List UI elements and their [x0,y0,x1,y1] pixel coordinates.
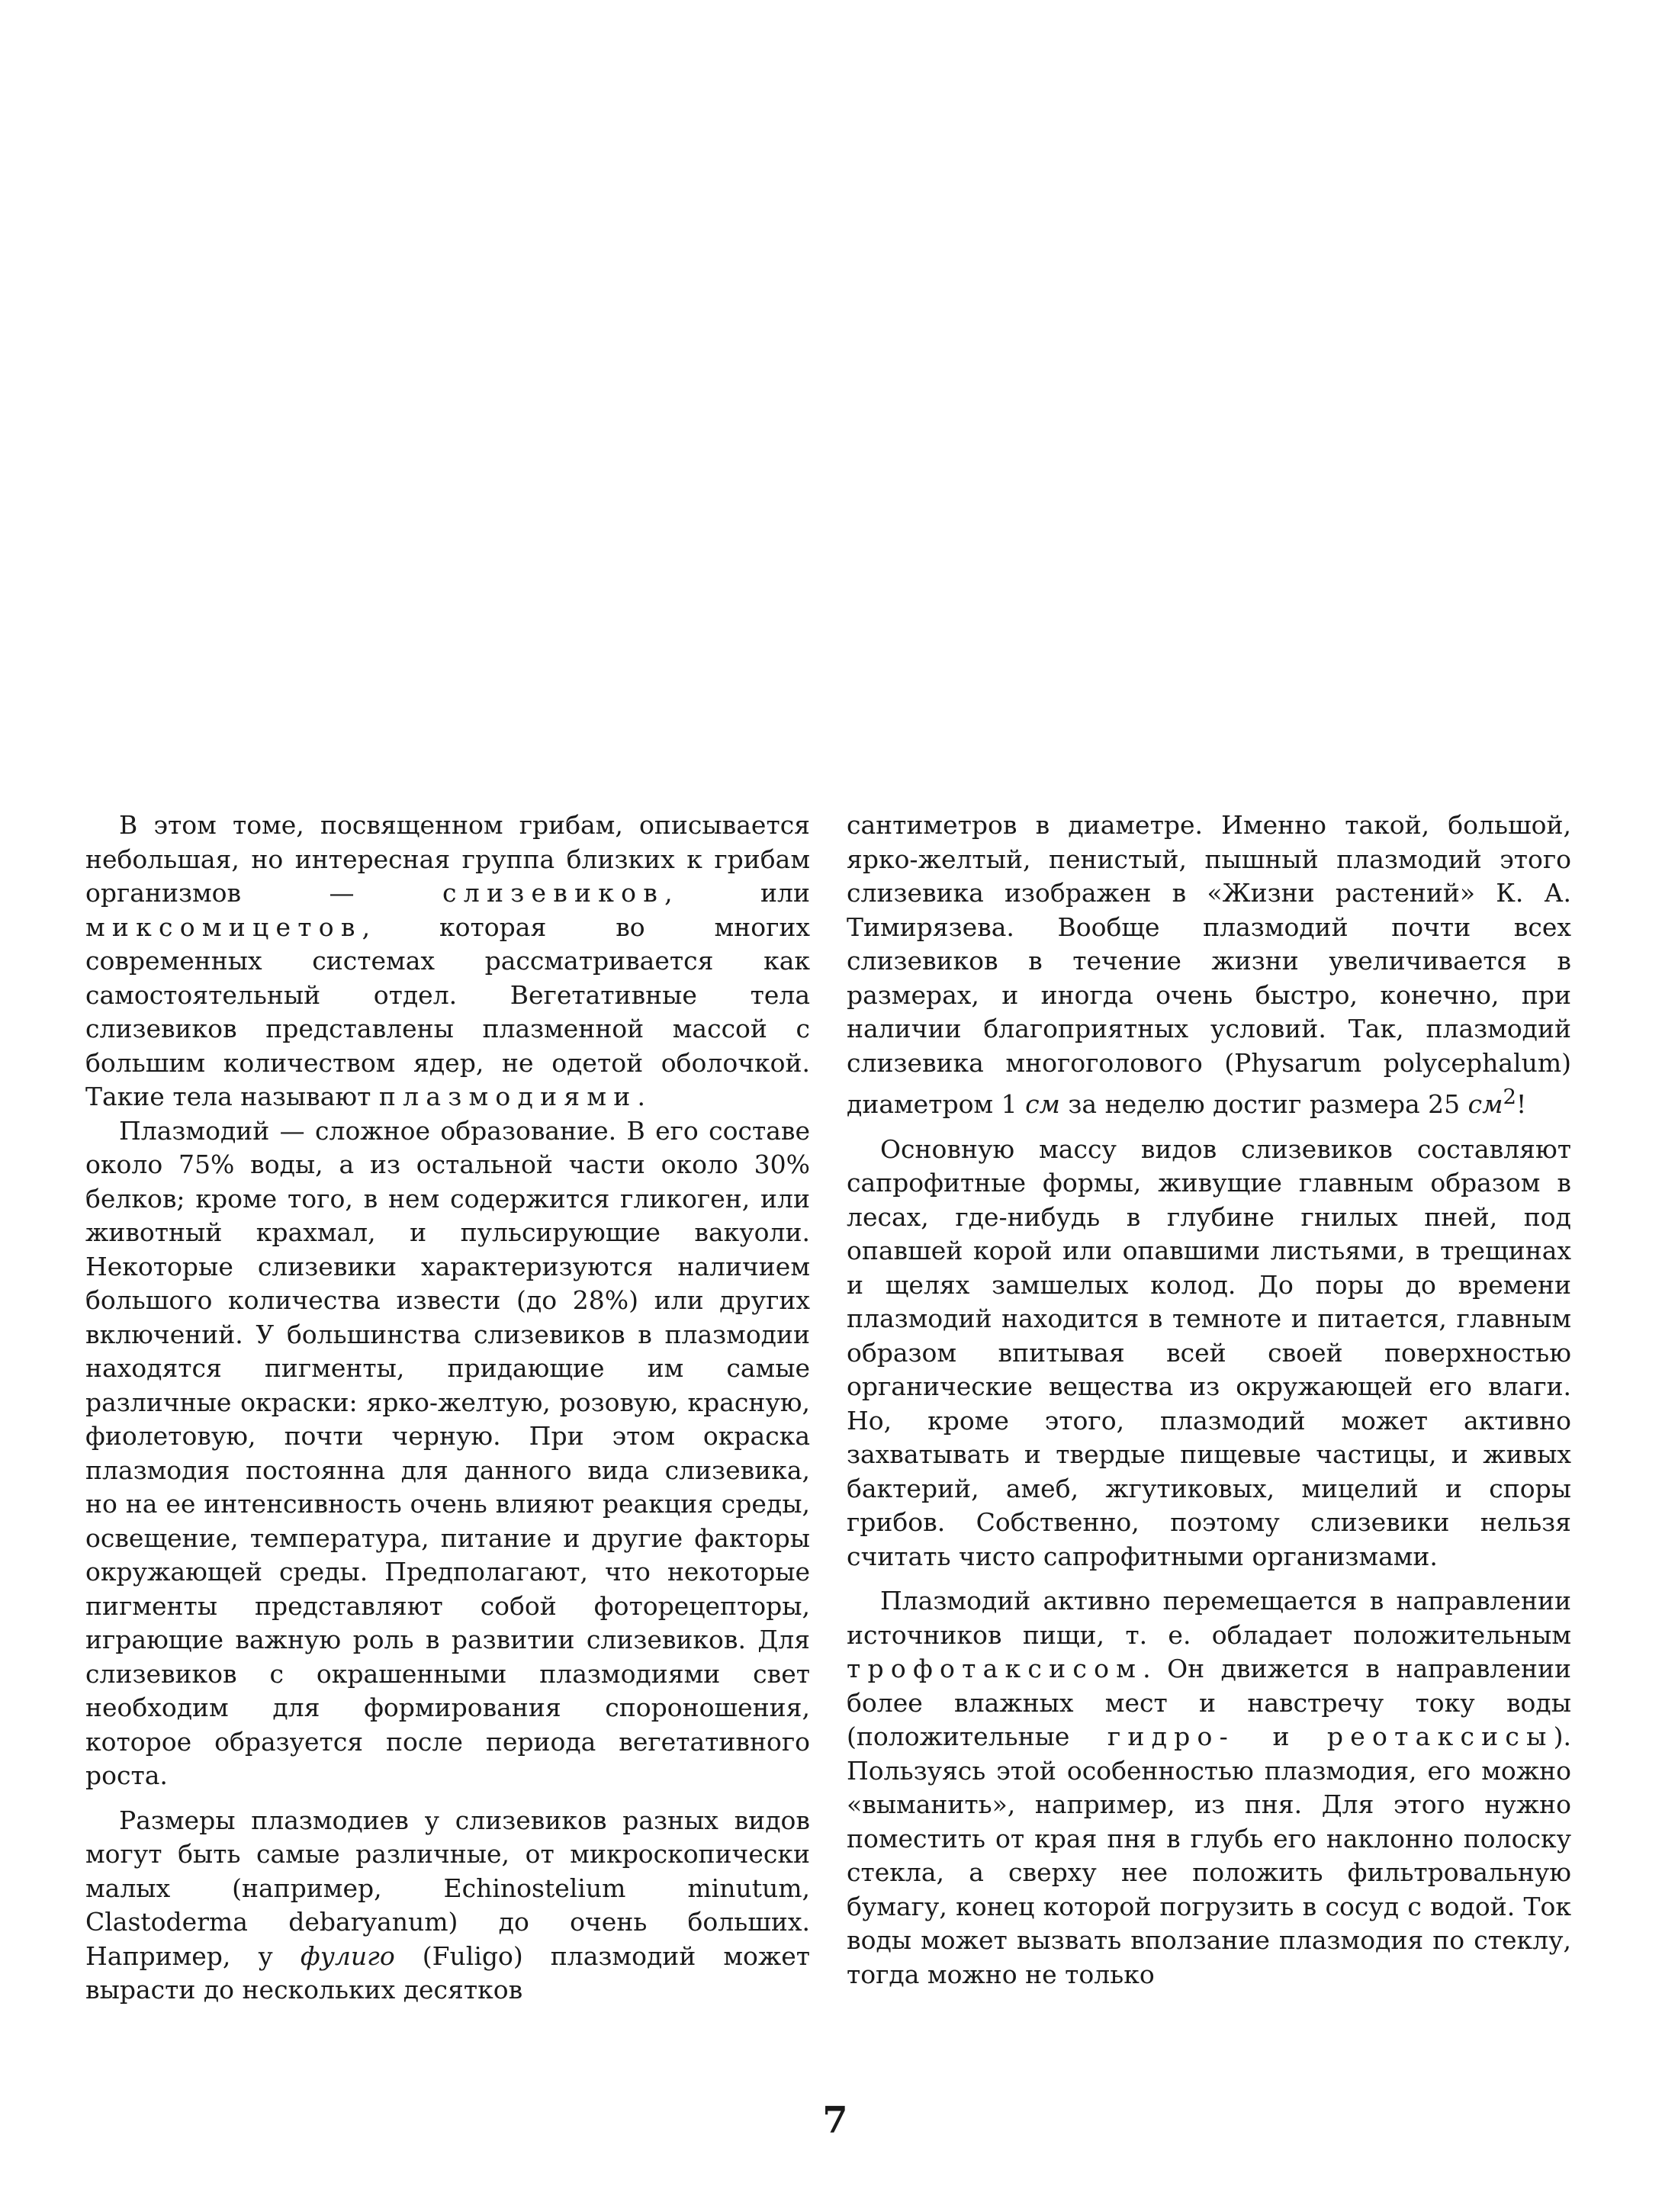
spaced-term: миксомицетов [85,911,362,942]
paragraph-taxis [847,1584,1571,1992]
paragraph-sizes [85,1804,810,2008]
superscript: 2 [1503,1085,1516,1109]
text-run: за неделю достиг размера 25 [1059,1089,1468,1119]
spaced-term: плазмодиями [378,1082,638,1111]
text-run: ). Пользуясь этой особенностью плазмодия, его можно «выманить», например, из пня. Для этого нужно поместить от края пня в глубь его наклонно полоску стекла, а сверху нее положить фильтровальную бумагу, конец которой погрузить в сосуд с водой. Ток воды может вызвать вползание плазмодия по стеклу, тогда можно не только [847,1722,1571,1989]
spaced-term: гидро- [1107,1722,1236,1751]
left-column [85,809,810,2008]
text-run: Плазмодий активно перемещается в направлении источников пищи, т. е. обладает положительным [847,1586,1571,1650]
spaced-term: трофотаксисом [847,1654,1143,1683]
text-run: . [637,1082,646,1111]
text-run: ! [1516,1089,1527,1119]
paragraph-intro [85,809,810,1114]
text-run: . Он движется в направлении более влажных мест и навстречу току воды (положительные [847,1654,1571,1751]
paragraph-continuation [847,809,1571,1122]
text-run: и [1235,1722,1327,1751]
text-run: , которая во многих современных системах рассматривается как самостоятельный отдел. Вегетативные тела слизевиков представлены плазменной массой с большим количеством ядер, не одетой оболочкой. Такие тела называют [85,911,810,1111]
paragraph-plasmodium: Плазмодий — сложное образование. В его составе около 75% воды, а из остальной части около 30% белков; кроме того, в нем содержится гликоген, или животный крахмал, и пульсирующие вакуоли. Некоторые слизевики характеризуются наличием большого количества извести (до 28%) или других включений. У большинства слизевиков в плазмодии находятся пигменты, придающие им самые различные окраски: ярко-желтую, розовую, красную, фиолетовую, почти черную. При этом окраска плазмодия постоянна для данного вида слизевика, но на ее интенсивность очень влияют реакция среды, освещение, температура, питание и другие факторы окружающей среды. Предполагают, что некоторые пигменты представляют собой фоторецепторы, играющие важную роль в развитии слизевиков. Для слизевиков с окрашенными плазмодиями свет необходим для формирования спороношения, которое образуется после периода вегетативного роста. [85,1115,810,1790]
unit-cm: см [1025,1089,1060,1119]
text-run: Размеры плазмодиев у слизевиков разных видов могут быть самые различные, от микроскопически малых (например, Echinostelium minutum, Clastoderma debaryanum) до очень больших. Например, у [85,1805,810,1971]
italic-term: фулиго [300,1940,395,1971]
page-number: 7 [822,2099,848,2142]
spaced-term: слизевиков [442,878,665,908]
text-run: В этом томе, посвященном грибам, описывается небольшая, но интересная группа близких к грибам организмов — [85,810,810,908]
right-column [847,809,1571,1992]
unit-cm: см [1467,1089,1503,1119]
paragraph-saprophytes: Основную массу видов слизевиков составляют сапрофитные формы, живущие главным образом в лесах, где-нибудь в глубине гнилых пней, под опавшей корой или опавшими листьями, в трещинах и щелях замшелых колод. До поры до времени плазмодий находится в темноте и питается, главным образом впитывая всей своей поверхностью органические вещества из окружающей его влаги. Но, кроме этого, плазмодий может активно захватывать и твердые пищевые частицы, и живых бактерий, амеб, жгутиковых, мицелий и споры грибов. Собственно, поэтому слизевики нельзя считать чисто сапрофитными организмами. [847,1133,1571,1571]
text-run: сантиметров в диаметре. Именно такой, большой, ярко-желтый, пенистый, пышный плазмодий этого слизевика изображен в «Жизни растений» К. А. Тимирязева. Вообще плазмодий почти всех слизевиков в течение жизни увеличивается в размерах, и иногда очень быстро, конечно, при наличии благоприятных условий. Так, плазмодий слизевика многоголового (Physarum polycephalum) диаметром 1 [847,810,1571,1119]
text-run: , или [664,878,810,908]
text-run: (Fuligo) плазмодий может вырасти до нескольких десятков [85,1940,811,2005]
spaced-term: реотаксисы [1326,1722,1554,1751]
